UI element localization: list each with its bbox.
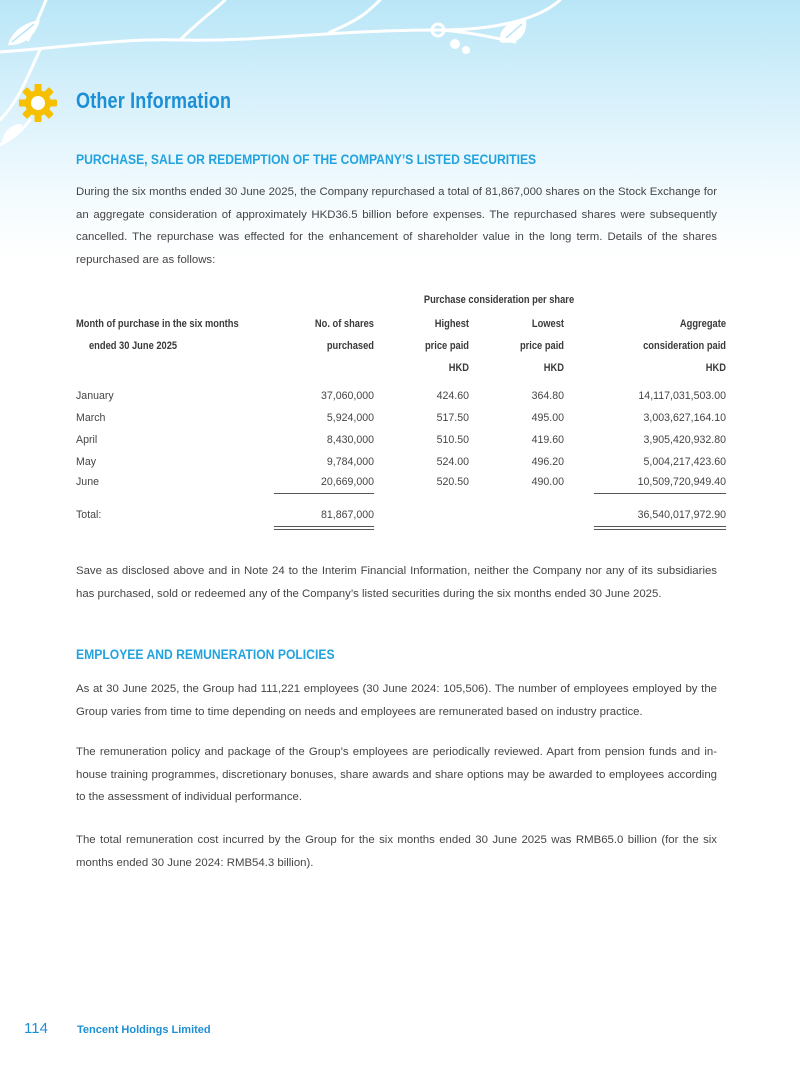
col-header-lowest-line2: price paid — [519, 340, 564, 352]
section-heading-employee: EMPLOYEE AND REMUNERATION POLICIES — [76, 647, 335, 662]
securities-intro-paragraph — [76, 181, 717, 271]
leaf-icon — [8, 20, 40, 45]
table-cell-shares: 5,924,000 — [326, 412, 374, 424]
table-cell-highest: 517.50 — [436, 412, 469, 424]
col-header-shares-line2: purchased — [326, 340, 374, 352]
table-cell-highest: 424.60 — [436, 390, 469, 402]
col-header-aggregate-line2: consideration paid — [643, 340, 726, 352]
section-heading-securities: PURCHASE, SALE OR REDEMPTION OF THE COMPANY’S LISTED SECURITIES — [76, 152, 537, 167]
gear-icon — [19, 84, 57, 122]
table-cell-highest: 520.50 — [436, 476, 469, 488]
col-header-month: Month of purchase in the six months — [76, 318, 239, 330]
table-cell-lowest: 496.20 — [531, 456, 564, 468]
col-header-lowest: Lowest — [531, 318, 564, 330]
table-cell-lowest: 419.60 — [531, 434, 564, 446]
table-cell-aggregate: 10,509,720,949.40 — [637, 476, 726, 488]
leaf-icon — [450, 39, 470, 54]
employee-paragraph-1 — [76, 678, 717, 723]
employee-text-2: The remuneration policy and package of the Group’s employees are periodically reviewed. Apart from pension funds and in-house training programmes, discretionary bonuses, share awards and share options may be awarded to employees according to the assessment of individual performance. — [76, 746, 717, 803]
table-cell-aggregate: 3,905,420,932.80 — [643, 434, 726, 446]
employee-paragraph-2 — [76, 741, 717, 809]
total-rule-aggregate-2 — [594, 529, 726, 530]
total-shares: 81,867,000 — [320, 509, 374, 521]
page-title: Other Information — [76, 88, 232, 113]
total-rule-shares-2 — [274, 529, 374, 530]
total-rule-shares — [274, 526, 374, 527]
table-cell-aggregate: 3,003,627,164.10 — [643, 412, 726, 424]
group-header-consideration: Purchase consideration per share — [423, 294, 575, 306]
page-number: 114 — [24, 1020, 48, 1037]
table-cell-shares: 20,669,000 — [320, 476, 374, 488]
table-cell-shares: 37,060,000 — [320, 390, 374, 402]
table-cell-lowest: 364.80 — [531, 390, 564, 402]
col-header-month-line2: ended 30 June 2025 — [89, 340, 178, 352]
table-cell-aggregate: 14,117,031,503.00 — [638, 390, 726, 402]
repurchase-table — [76, 286, 728, 536]
employee-text-3: The total remuneration cost incurred by the Group for the six months ended 30 June 2025 was RMB65.0 billion (for the six months ended 30 June 2024: RMB54.3 billion). — [76, 834, 717, 869]
securities-closing-text: Save as disclosed above and in Note 24 to the Interim Financial Information, neither the Company nor any of its subsidiaries has purchased, sold or redeemed any of the Company’s listed securities during the six months ended 30 June 2025. — [76, 565, 717, 600]
total-rule-aggregate — [594, 526, 726, 527]
col-header-highest-unit: HKD — [448, 362, 469, 374]
col-header-highest-line2: price paid — [424, 340, 469, 352]
table-cell-shares: 8,430,000 — [326, 434, 374, 446]
employee-text-1: As at 30 June 2025, the Group had 111,221 employees (30 June 2024: 105,506). The number of employees employed by the Group varies from time to time depending on needs and employees are remunerated based on industry practice. — [76, 683, 717, 718]
table-cell-aggregate: 5,004,217,423.60 — [643, 456, 726, 468]
col-header-aggregate: Aggregate — [679, 318, 726, 330]
total-label: Total: — [76, 509, 102, 521]
branch-decoration — [0, 0, 800, 160]
subtotal-rule-shares — [274, 493, 374, 494]
securities-closing-paragraph — [76, 560, 717, 605]
table-cell-shares: 9,784,000 — [326, 456, 374, 468]
col-header-shares: No. of shares — [314, 318, 374, 330]
table-cell-month: April — [76, 434, 98, 446]
securities-intro-text: During the six months ended 30 June 2025, the Company repurchased a total of 81,867,000 shares on the Stock Exchange for an aggregate consideration of approximately HKD36.5 billion before expenses. The repurchased shares were subsequently cancelled. The repurchase was effected for the enhancement of shareholder value in the long term. Details of the shares repurchased are as follows: — [76, 186, 717, 266]
total-aggregate: 36,540,017,972.90 — [637, 509, 726, 521]
col-header-highest: Highest — [434, 318, 469, 330]
table-cell-month: May — [76, 456, 97, 468]
footer-company-name: Tencent Holdings Limited — [77, 1024, 211, 1036]
col-header-lowest-unit: HKD — [543, 362, 564, 374]
table-cell-lowest: 490.00 — [531, 476, 564, 488]
col-header-aggregate-unit: HKD — [705, 362, 726, 374]
employee-paragraph-3 — [76, 829, 717, 874]
table-cell-highest: 510.50 — [436, 434, 469, 446]
table-cell-month: June — [76, 476, 99, 488]
subtotal-rule-aggregate — [594, 493, 726, 494]
table-cell-month: March — [76, 412, 106, 424]
table-cell-lowest: 495.00 — [531, 412, 564, 424]
table-cell-highest: 524.00 — [436, 456, 469, 468]
table-cell-month: January — [76, 390, 114, 402]
